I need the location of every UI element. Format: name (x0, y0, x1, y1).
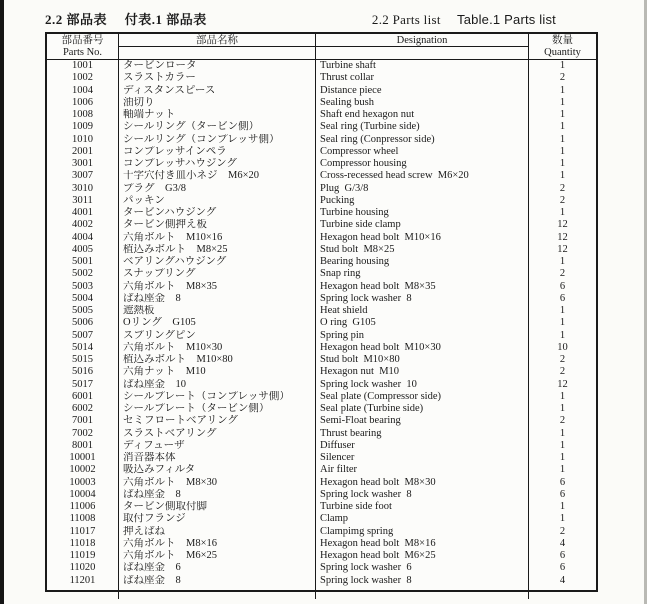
table-row (47, 366, 596, 378)
parts-no-cell: 7002 (47, 428, 119, 440)
table-row (47, 415, 596, 427)
table-row (47, 342, 596, 354)
name-ja-cell: 六角ボルト M10×30 (119, 342, 316, 354)
name-ja-cell: タービン側押え板 (119, 219, 316, 231)
table-row (47, 575, 596, 587)
quantity-cell: 1 (559, 96, 566, 108)
name-ja-cell: 遮熱板 (119, 305, 316, 317)
table-row (47, 550, 596, 562)
column-header-designation (316, 34, 529, 59)
designation-cell: Thrust bearing (316, 428, 529, 440)
column-header-quantity-ja: 数量 (552, 35, 573, 46)
table-bottom-spacer (47, 587, 596, 599)
parts-no-cell: 1001 (47, 60, 119, 72)
parts-no-cell: 3010 (47, 183, 119, 195)
designation-cell: Stud bolt M8×25 (316, 244, 529, 256)
table-row (47, 489, 596, 501)
spacer-cell (47, 587, 119, 599)
quantity-cell: 12 (557, 231, 568, 243)
parts-no-cell: 4002 (47, 219, 119, 231)
section-title-en: 2.2 Parts list (371, 12, 441, 27)
table-row (47, 538, 596, 550)
parts-no-cell: 5003 (47, 281, 119, 293)
designation-cell: Spring pin (316, 330, 529, 342)
quantity-cell: 1 (559, 513, 566, 525)
table-row (47, 85, 596, 97)
parts-no-cell: 3011 (47, 195, 119, 207)
quantity-cell: 2 (559, 415, 566, 427)
parts-no-cell: 11019 (47, 550, 119, 562)
parts-no-cell: 1010 (47, 134, 119, 146)
table-row (47, 526, 596, 538)
quantity-cell: 1 (559, 403, 566, 414)
parts-no-cell: 3001 (47, 158, 119, 170)
quantity-cell: 1 (559, 305, 566, 316)
column-header-parts-no-en: Parts No. (62, 47, 103, 58)
name-ja-cell: スラストカラー (119, 72, 316, 84)
parts-no-cell: 4005 (47, 244, 119, 256)
table-row (47, 317, 596, 329)
quantity-cell: 1 (559, 145, 566, 157)
designation-cell: Seal ring (Conpressor side) (316, 134, 529, 146)
quantity-cell: 1 (559, 158, 566, 169)
name-ja-cell: ばね座金 8 (119, 575, 316, 587)
quantity-cell: 2 (559, 354, 566, 365)
spacer-cell (316, 587, 529, 599)
name-ja-cell: 六角ボルト M10×16 (119, 232, 316, 244)
quantity-cell: 1 (559, 427, 566, 439)
designation-cell: Turbine side foot (316, 501, 529, 513)
name-ja-cell: 六角ナット M10 (119, 366, 316, 378)
quantity-cell: 4 (559, 574, 566, 586)
page-title-japanese (45, 9, 207, 28)
designation-cell: Silencer (316, 452, 529, 464)
table-row (47, 134, 596, 146)
table-row (47, 158, 596, 170)
designation-cell: Diffuser (316, 440, 529, 452)
quantity-cell: 1 (559, 121, 566, 133)
designation-cell: Hexagon head bolt M8×35 (316, 281, 529, 293)
name-ja-cell: 吸込みフィルタ (119, 464, 316, 476)
table-row (47, 232, 596, 244)
quantity-cell: 6 (559, 280, 566, 292)
designation-cell: Hexagon head bolt M10×30 (316, 342, 529, 354)
name-ja-cell: 植込みボルト M8×25 (119, 244, 316, 256)
parts-no-cell: 8001 (47, 440, 119, 452)
parts-no-cell: 11008 (47, 513, 119, 525)
designation-cell: Compressor wheel (316, 146, 529, 158)
name-ja-cell: タービンハウジング (119, 207, 316, 219)
table-row (47, 207, 596, 219)
column-header-parts-no-ja: 部品番号 (61, 35, 104, 46)
name-ja-cell: 軸端ナット (119, 109, 316, 121)
column-header-quantity (529, 34, 596, 59)
parts-no-cell: 5016 (47, 366, 119, 378)
designation-cell: Spring lock washer 8 (316, 575, 529, 587)
parts-no-cell: 1006 (47, 97, 119, 109)
name-ja-cell: 六角ボルト M8×30 (119, 477, 316, 489)
quantity-cell: 1 (559, 133, 566, 145)
quantity-cell: 2 (559, 268, 566, 280)
parts-no-cell: 1008 (47, 109, 119, 121)
table-row (47, 379, 596, 391)
parts-no-cell: 5015 (47, 354, 119, 366)
quantity-cell: 2 (559, 194, 566, 206)
quantity-cell: 1 (559, 390, 566, 402)
name-ja-cell: セミフロートベアリング (119, 415, 316, 427)
designation-cell: Clampimg spring (316, 526, 529, 538)
table-caption-en: Table.1 Parts list (457, 12, 556, 27)
name-ja-cell: 十字穴付き皿小ネジ M6×20 (119, 170, 316, 182)
designation-cell: Heat shield (316, 305, 529, 317)
table-row (47, 562, 596, 574)
designation-cell: Compressor housing (316, 158, 529, 170)
spacer-cell (529, 587, 596, 599)
parts-no-cell: 5006 (47, 317, 119, 329)
parts-table (45, 32, 598, 592)
name-ja-cell: 六角ボルト M8×16 (119, 538, 316, 550)
designation-cell: Stud bolt M10×80 (316, 354, 529, 366)
name-ja-cell: コンプレッサハウジング (119, 158, 316, 170)
quantity-cell: 2 (559, 72, 566, 84)
table-row (47, 109, 596, 121)
table-row (47, 440, 596, 452)
column-header-parts-no (47, 34, 119, 59)
table-row (47, 97, 596, 109)
parts-no-cell: 5005 (47, 305, 119, 317)
name-ja-cell: 消音器本体 (119, 452, 316, 464)
parts-no-cell: 6002 (47, 403, 119, 415)
quantity-cell: 1 (559, 439, 566, 451)
name-ja-cell: シールリング（コンプレッサ側） (119, 134, 316, 146)
name-ja-cell: ベアリングハウジング (119, 256, 316, 268)
table-row (47, 268, 596, 280)
name-ja-cell: パッキン (119, 195, 316, 207)
name-ja-cell: ディフューザ (119, 440, 316, 452)
quantity-cell: 2 (559, 366, 566, 378)
quantity-cell: 1 (559, 317, 566, 329)
designation-cell: O ring G105 (316, 317, 529, 329)
table-row (47, 391, 596, 403)
table-row (47, 305, 596, 317)
designation-cell: Plug G/3/8 (316, 183, 529, 195)
table-row (47, 195, 596, 207)
designation-cell: Air filter (316, 464, 529, 476)
name-ja-cell: スナップリング (119, 268, 316, 280)
designation-cell: Seal plate (Compressor side) (316, 391, 529, 403)
table-row (47, 60, 596, 72)
designation-cell: Snap ring (316, 268, 529, 280)
quantity-cell: 6 (559, 562, 566, 574)
name-ja-cell: 押えばね (119, 526, 316, 538)
name-ja-cell: ばね座金 10 (119, 379, 316, 391)
table-row (47, 464, 596, 476)
appendix-title-ja: 付表.1 部品表 (124, 12, 207, 27)
column-header-name-ja-label: 部品名称 (119, 34, 315, 47)
designation-cell: Clamp (316, 513, 529, 525)
table-row (47, 513, 596, 525)
designation-cell: Shaft end hexagon nut (316, 109, 529, 121)
name-ja-cell: コンプレッサインペラ (119, 146, 316, 158)
quantity-cell: 1 (559, 170, 566, 182)
designation-cell: Seal ring (Turbine side) (316, 121, 529, 133)
column-header-name-ja (119, 34, 316, 59)
quantity-cell: 1 (559, 207, 566, 218)
table-body (47, 60, 596, 599)
parts-no-cell: 5007 (47, 330, 119, 342)
designation-cell: Turbine shaft (316, 60, 529, 72)
name-ja-cell: 植込みボルト M10×80 (119, 354, 316, 366)
name-ja-cell: タービン側取付脚 (119, 501, 316, 513)
name-ja-cell: 六角ボルト M6×25 (119, 550, 316, 562)
designation-cell: Turbine housing (316, 207, 529, 219)
quantity-cell: 1 (559, 60, 566, 71)
designation-cell: Spring lock washer 8 (316, 293, 529, 305)
name-ja-cell: シールプレート（コンプレッサ側） (119, 391, 316, 403)
parts-no-cell: 10001 (47, 452, 119, 464)
table-row (47, 452, 596, 464)
parts-no-cell: 10003 (47, 477, 119, 489)
designation-cell: Hexagon head bolt M10×16 (316, 232, 529, 244)
quantity-cell: 12 (557, 243, 568, 255)
table-row (47, 121, 596, 133)
designation-cell: Hexagon nut M10 (316, 366, 529, 378)
parts-no-cell: 11018 (47, 538, 119, 550)
designation-cell: Cross-recessed head screw M6×20 (316, 170, 529, 182)
table-header-row (47, 34, 596, 60)
quantity-cell: 1 (559, 256, 566, 267)
page-title-english (372, 12, 598, 28)
name-ja-cell: シールリング（タービン側） (119, 121, 316, 133)
quantity-cell: 10 (557, 341, 568, 353)
designation-cell: Hexagon head bolt M6×25 (316, 550, 529, 562)
table-row (47, 219, 596, 231)
designation-cell: Spring lock washer 10 (316, 379, 529, 391)
name-ja-cell: ディスタンスピース (119, 85, 316, 97)
name-ja-cell: 六角ボルト M8×35 (119, 281, 316, 293)
name-ja-cell: ばね座金 6 (119, 562, 316, 574)
designation-cell: Bearing housing (316, 256, 529, 268)
parts-no-cell: 1002 (47, 72, 119, 84)
quantity-cell: 12 (557, 378, 568, 390)
quantity-cell: 1 (559, 452, 566, 463)
designation-cell: Thrust collar (316, 72, 529, 84)
section-title-ja: 2.2 部品表 (45, 12, 108, 27)
designation-cell: Seal plate (Turbine side) (316, 403, 529, 415)
quantity-cell: 2 (559, 182, 566, 194)
parts-no-cell: 5002 (47, 268, 119, 280)
name-ja-cell: プラグ G3/8 (119, 183, 316, 195)
name-ja-cell: シールプレート（タービン側） (119, 403, 316, 415)
table-row (47, 428, 596, 440)
column-header-name-ja-blank (119, 47, 315, 59)
parts-no-cell: 5001 (47, 256, 119, 268)
quantity-cell: 1 (559, 464, 566, 476)
column-header-designation-label: Designation (316, 34, 528, 47)
name-ja-cell: ばね座金 8 (119, 489, 316, 501)
table-row (47, 244, 596, 256)
parts-no-cell: 11201 (47, 575, 119, 587)
parts-no-cell: 11020 (47, 562, 119, 574)
quantity-cell: 6 (559, 488, 566, 500)
table-row (47, 403, 596, 415)
quantity-cell: 6 (559, 476, 566, 488)
name-ja-cell: スプリングピン (119, 330, 316, 342)
parts-no-cell: 3007 (47, 170, 119, 182)
table-row (47, 146, 596, 158)
quantity-cell: 6 (559, 292, 566, 304)
parts-no-cell: 4001 (47, 207, 119, 219)
table-row (47, 170, 596, 182)
parts-no-cell: 10004 (47, 489, 119, 501)
quantity-cell: 1 (559, 109, 566, 120)
table-row (47, 72, 596, 84)
quantity-cell: 1 (559, 329, 566, 341)
quantity-cell: 12 (557, 219, 568, 231)
column-header-quantity-en: Quantity (544, 47, 581, 58)
parts-no-cell: 5004 (47, 293, 119, 305)
designation-cell: Spring lock washer 6 (316, 562, 529, 574)
titlebar (45, 9, 598, 28)
quantity-cell: 1 (559, 501, 566, 512)
quantity-cell: 1 (559, 84, 566, 96)
parts-no-cell: 4004 (47, 232, 119, 244)
designation-cell: Pucking (316, 195, 529, 207)
name-ja-cell: Oリング G105 (119, 317, 316, 329)
parts-no-cell: 11017 (47, 526, 119, 538)
parts-no-cell: 11006 (47, 501, 119, 513)
table-row (47, 293, 596, 305)
table-row (47, 501, 596, 513)
parts-no-cell: 7001 (47, 415, 119, 427)
designation-cell: Distance piece (316, 85, 529, 97)
designation-cell: Hexagon head bolt M8×16 (316, 538, 529, 550)
parts-no-cell: 6001 (47, 391, 119, 403)
name-ja-cell: 取付フランジ (119, 513, 316, 525)
table-row (47, 330, 596, 342)
parts-no-cell: 5014 (47, 342, 119, 354)
quantity-cell: 6 (559, 550, 566, 561)
table-row (47, 354, 596, 366)
name-ja-cell: 油切り (119, 97, 316, 109)
table-row (47, 256, 596, 268)
name-ja-cell: タービンロータ (119, 60, 316, 72)
table-row (47, 281, 596, 293)
designation-cell: Sealing bush (316, 97, 529, 109)
parts-no-cell: 1004 (47, 85, 119, 97)
column-header-designation-blank (316, 47, 528, 59)
name-ja-cell: ばね座金 8 (119, 293, 316, 305)
name-ja-cell: スラストベアリング (119, 428, 316, 440)
parts-no-cell: 10002 (47, 464, 119, 476)
designation-cell: Semi-Float bearing (316, 415, 529, 427)
parts-no-cell: 5017 (47, 379, 119, 391)
table-row (47, 477, 596, 489)
designation-cell: Turbine side clamp (316, 219, 529, 231)
parts-no-cell: 2001 (47, 146, 119, 158)
quantity-cell: 2 (559, 525, 566, 537)
table-row (47, 183, 596, 195)
designation-cell: Hexagon head bolt M8×30 (316, 477, 529, 489)
spacer-cell (119, 587, 316, 599)
designation-cell: Spring lock washer 8 (316, 489, 529, 501)
quantity-cell: 4 (559, 537, 566, 549)
scan-edge-left (0, 0, 4, 604)
parts-no-cell: 1009 (47, 121, 119, 133)
